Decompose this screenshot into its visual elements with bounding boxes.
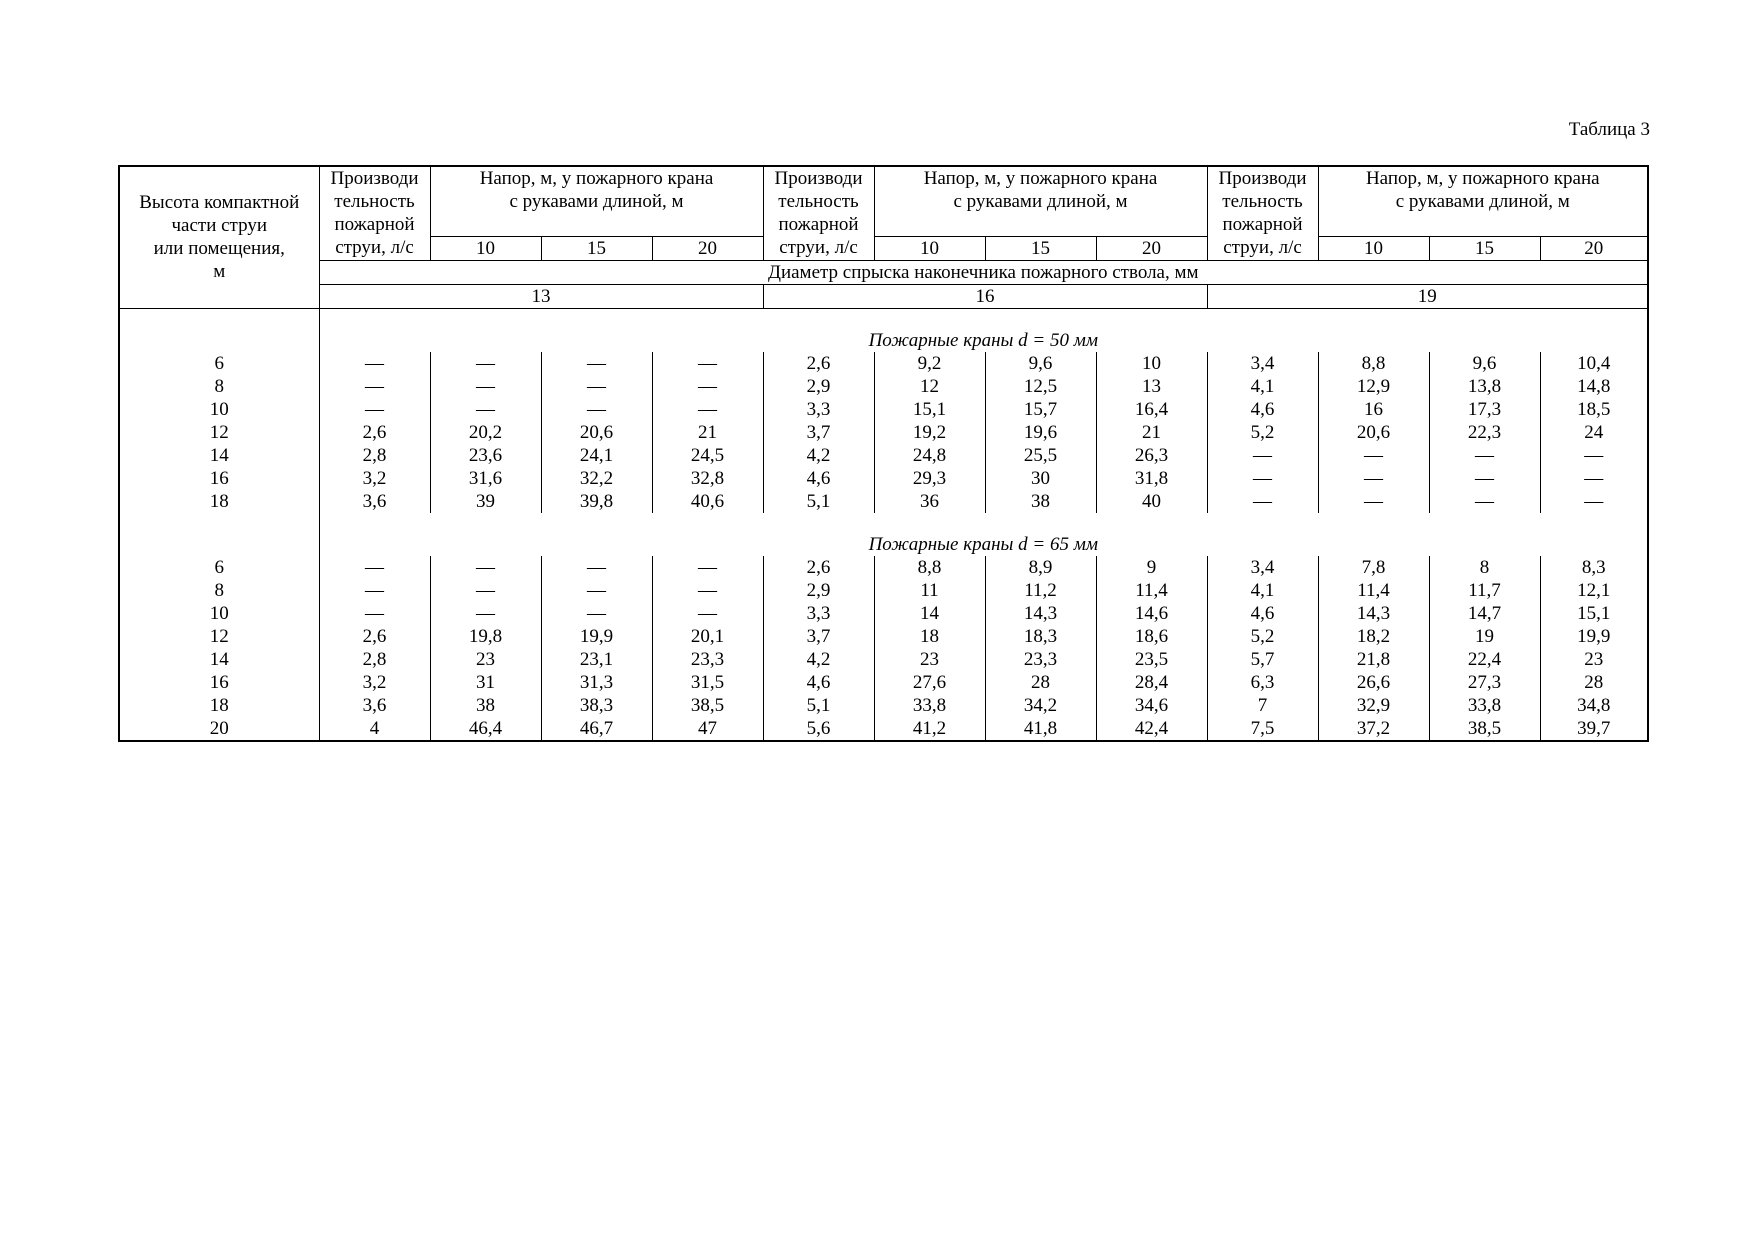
value-cell: 23 xyxy=(874,648,985,671)
value-cell: 6,3 xyxy=(1207,671,1318,694)
value-cell: 46,7 xyxy=(541,717,652,741)
value-cell: 21 xyxy=(1096,421,1207,444)
value-cell: 18 xyxy=(874,625,985,648)
value-cell: 38,5 xyxy=(1429,717,1540,741)
value-cell: 5,6 xyxy=(763,717,874,741)
value-cell: 14,3 xyxy=(1318,602,1429,625)
value-cell: 34,6 xyxy=(1096,694,1207,717)
value-cell: 38 xyxy=(430,694,541,717)
header-length: 20 xyxy=(1540,236,1648,260)
value-cell: 3,2 xyxy=(319,467,430,490)
value-cell: 31,6 xyxy=(430,467,541,490)
table-row xyxy=(119,398,1648,421)
height-cell: 10 xyxy=(119,398,319,421)
height-cell: 18 xyxy=(119,490,319,513)
value-cell: 23,3 xyxy=(985,648,1096,671)
value-cell: 39,8 xyxy=(541,490,652,513)
header-length: 20 xyxy=(1096,236,1207,260)
table-row xyxy=(119,490,1648,513)
value-cell: 40,6 xyxy=(652,490,763,513)
value-cell: 30 xyxy=(985,467,1096,490)
header-productivity-unit-19: струи, л/с xyxy=(1207,236,1318,260)
height-cell: 12 xyxy=(119,625,319,648)
value-cell: 19,2 xyxy=(874,421,985,444)
section-title: Пожарные краны d = 65 мм xyxy=(319,533,1648,556)
value-cell: 19,8 xyxy=(430,625,541,648)
value-cell: 18,3 xyxy=(985,625,1096,648)
value-cell: 12,9 xyxy=(1318,375,1429,398)
value-cell: 28 xyxy=(985,671,1096,694)
value-cell: 14,3 xyxy=(985,602,1096,625)
table-caption: Таблица 3 xyxy=(1568,119,1650,140)
value-cell: 3,3 xyxy=(763,602,874,625)
fire-hydrant-table xyxy=(118,165,1649,742)
value-cell: — xyxy=(1207,467,1318,490)
value-cell: 8,3 xyxy=(1540,556,1648,579)
header-length: 10 xyxy=(430,236,541,260)
value-cell: 16,4 xyxy=(1096,398,1207,421)
value-cell: 2,6 xyxy=(763,352,874,375)
value-cell: 8,8 xyxy=(874,556,985,579)
value-cell: — xyxy=(1540,490,1648,513)
value-cell: — xyxy=(1429,490,1540,513)
value-cell: 4,6 xyxy=(763,467,874,490)
value-cell: 26,3 xyxy=(1096,444,1207,467)
value-cell: — xyxy=(541,579,652,602)
value-cell: — xyxy=(1207,490,1318,513)
value-cell: — xyxy=(430,352,541,375)
value-cell: 4,6 xyxy=(1207,602,1318,625)
header-length: 15 xyxy=(1429,236,1540,260)
value-cell: 8,9 xyxy=(985,556,1096,579)
value-cell: — xyxy=(541,556,652,579)
value-cell: 14 xyxy=(874,602,985,625)
value-cell: 24,5 xyxy=(652,444,763,467)
table-row xyxy=(119,352,1648,375)
value-cell: 5,1 xyxy=(763,694,874,717)
value-cell: — xyxy=(430,375,541,398)
table-row xyxy=(119,375,1648,398)
header-diameter-title: Диаметр спрыска наконечника пожарного ствола, мм xyxy=(319,260,1648,284)
value-cell: 19,9 xyxy=(1540,625,1648,648)
value-cell: 4,6 xyxy=(763,671,874,694)
value-cell: 40 xyxy=(1096,490,1207,513)
value-cell: 14,6 xyxy=(1096,602,1207,625)
value-cell: 20,6 xyxy=(541,421,652,444)
header-diameter-16: 16 xyxy=(763,284,1207,308)
value-cell: 4,6 xyxy=(1207,398,1318,421)
value-cell: 22,4 xyxy=(1429,648,1540,671)
table-row xyxy=(119,602,1648,625)
value-cell: 19,9 xyxy=(541,625,652,648)
height-cell: 8 xyxy=(119,579,319,602)
height-cell: 14 xyxy=(119,444,319,467)
value-cell: 46,4 xyxy=(430,717,541,741)
value-cell: 11,7 xyxy=(1429,579,1540,602)
table-body xyxy=(119,308,1648,741)
height-cell: 16 xyxy=(119,467,319,490)
value-cell: — xyxy=(319,398,430,421)
value-cell: — xyxy=(1540,467,1648,490)
value-cell: 12 xyxy=(874,375,985,398)
header-productivity-unit-13: струи, л/с xyxy=(319,236,430,260)
value-cell: 9,6 xyxy=(1429,352,1540,375)
table-row xyxy=(119,625,1648,648)
value-cell: — xyxy=(1429,444,1540,467)
value-cell: 24,8 xyxy=(874,444,985,467)
value-cell: 8,8 xyxy=(1318,352,1429,375)
value-cell: 21,8 xyxy=(1318,648,1429,671)
value-cell: 23,5 xyxy=(1096,648,1207,671)
header-pressure-19: Напор, м, у пожарного крана с рукавами длиной, м xyxy=(1318,166,1648,236)
value-cell: 41,8 xyxy=(985,717,1096,741)
value-cell: 2,8 xyxy=(319,444,430,467)
table-row xyxy=(119,694,1648,717)
header-length: 15 xyxy=(985,236,1096,260)
gap-cell xyxy=(119,308,319,329)
value-cell: 9 xyxy=(1096,556,1207,579)
value-cell: 28 xyxy=(1540,671,1648,694)
value-cell: — xyxy=(541,602,652,625)
value-cell: 26,6 xyxy=(1318,671,1429,694)
value-cell: — xyxy=(1207,444,1318,467)
value-cell: 31,5 xyxy=(652,671,763,694)
value-cell: 14,7 xyxy=(1429,602,1540,625)
value-cell: 41,2 xyxy=(874,717,985,741)
value-cell: 3,6 xyxy=(319,694,430,717)
value-cell: 4,1 xyxy=(1207,579,1318,602)
value-cell: 32,9 xyxy=(1318,694,1429,717)
table-row xyxy=(119,648,1648,671)
value-cell: 27,3 xyxy=(1429,671,1540,694)
value-cell: 29,3 xyxy=(874,467,985,490)
value-cell: 4 xyxy=(319,717,430,741)
header-diameter-13: 13 xyxy=(319,284,763,308)
value-cell: 20,2 xyxy=(430,421,541,444)
value-cell: — xyxy=(652,375,763,398)
value-cell: 15,1 xyxy=(1540,602,1648,625)
header-length: 15 xyxy=(541,236,652,260)
value-cell: 3,4 xyxy=(1207,556,1318,579)
value-cell: — xyxy=(430,556,541,579)
value-cell: 7,8 xyxy=(1318,556,1429,579)
value-cell: 20,1 xyxy=(652,625,763,648)
value-cell: — xyxy=(652,556,763,579)
value-cell: 2,9 xyxy=(763,579,874,602)
value-cell: — xyxy=(319,556,430,579)
value-cell: 18,5 xyxy=(1540,398,1648,421)
header-height-column: Высота компактной части струи или помещения, м xyxy=(119,166,319,308)
value-cell: — xyxy=(1318,467,1429,490)
value-cell: 38,3 xyxy=(541,694,652,717)
gap-cell xyxy=(319,308,1648,329)
value-cell: — xyxy=(652,398,763,421)
value-cell: 39 xyxy=(430,490,541,513)
value-cell: 37,2 xyxy=(1318,717,1429,741)
value-cell: 2,9 xyxy=(763,375,874,398)
value-cell: 4,1 xyxy=(1207,375,1318,398)
value-cell: 32,8 xyxy=(652,467,763,490)
gap-cell xyxy=(319,513,1648,533)
header-length: 10 xyxy=(874,236,985,260)
table-row xyxy=(119,717,1648,741)
value-cell: 5,1 xyxy=(763,490,874,513)
value-cell: 34,8 xyxy=(1540,694,1648,717)
value-cell: — xyxy=(319,602,430,625)
value-cell: — xyxy=(652,352,763,375)
value-cell: — xyxy=(430,579,541,602)
value-cell: 19 xyxy=(1429,625,1540,648)
value-cell: 13,8 xyxy=(1429,375,1540,398)
value-cell: 2,8 xyxy=(319,648,430,671)
header-length: 20 xyxy=(652,236,763,260)
value-cell: 2,6 xyxy=(319,421,430,444)
value-cell: 19,6 xyxy=(985,421,1096,444)
value-cell: 15,7 xyxy=(985,398,1096,421)
value-cell: 23,6 xyxy=(430,444,541,467)
value-cell: 28,4 xyxy=(1096,671,1207,694)
value-cell: 3,4 xyxy=(1207,352,1318,375)
height-cell: 6 xyxy=(119,556,319,579)
value-cell: 31 xyxy=(430,671,541,694)
header-diameter-19: 19 xyxy=(1207,284,1648,308)
value-cell: 11,4 xyxy=(1096,579,1207,602)
value-cell: 4,2 xyxy=(763,444,874,467)
value-cell: 15,1 xyxy=(874,398,985,421)
value-cell: 27,6 xyxy=(874,671,985,694)
value-cell: 18,6 xyxy=(1096,625,1207,648)
height-cell: 20 xyxy=(119,717,319,741)
value-cell: 16 xyxy=(1318,398,1429,421)
value-cell: — xyxy=(1318,490,1429,513)
header-productivity-16: Производи тельность пожарной xyxy=(763,166,874,236)
value-cell: 39,7 xyxy=(1540,717,1648,741)
value-cell: 5,2 xyxy=(1207,625,1318,648)
height-cell: 16 xyxy=(119,671,319,694)
height-cell: 12 xyxy=(119,421,319,444)
value-cell: — xyxy=(1429,467,1540,490)
value-cell: 36 xyxy=(874,490,985,513)
header-productivity-19: Производи тельность пожарной xyxy=(1207,166,1318,236)
value-cell: 3,7 xyxy=(763,421,874,444)
value-cell: — xyxy=(541,375,652,398)
height-cell: 8 xyxy=(119,375,319,398)
value-cell: 24 xyxy=(1540,421,1648,444)
value-cell: — xyxy=(319,352,430,375)
height-cell: 6 xyxy=(119,352,319,375)
value-cell: 23,1 xyxy=(541,648,652,671)
value-cell: 14,8 xyxy=(1540,375,1648,398)
height-cell: 14 xyxy=(119,648,319,671)
value-cell: 11,4 xyxy=(1318,579,1429,602)
value-cell: — xyxy=(652,602,763,625)
value-cell: 25,5 xyxy=(985,444,1096,467)
value-cell: 11,2 xyxy=(985,579,1096,602)
value-cell: 22,3 xyxy=(1429,421,1540,444)
header-productivity-13: Производи тельность пожарной xyxy=(319,166,430,236)
value-cell: 33,8 xyxy=(1429,694,1540,717)
value-cell: 10 xyxy=(1096,352,1207,375)
value-cell: 3,7 xyxy=(763,625,874,648)
value-cell: 3,3 xyxy=(763,398,874,421)
value-cell: 23,3 xyxy=(652,648,763,671)
value-cell: — xyxy=(319,375,430,398)
value-cell: 33,8 xyxy=(874,694,985,717)
value-cell: 9,2 xyxy=(874,352,985,375)
value-cell: 38 xyxy=(985,490,1096,513)
value-cell: 12,5 xyxy=(985,375,1096,398)
height-cell: 18 xyxy=(119,694,319,717)
value-cell: 23 xyxy=(1540,648,1648,671)
value-cell: — xyxy=(541,398,652,421)
value-cell: 42,4 xyxy=(1096,717,1207,741)
header-pressure-13: Напор, м, у пожарного крана с рукавами длиной, м xyxy=(430,166,763,236)
value-cell: 11 xyxy=(874,579,985,602)
table-row xyxy=(119,556,1648,579)
value-cell: — xyxy=(319,579,430,602)
value-cell: 12,1 xyxy=(1540,579,1648,602)
value-cell: 23 xyxy=(430,648,541,671)
value-cell: 3,2 xyxy=(319,671,430,694)
table-row xyxy=(119,421,1648,444)
value-cell: 18,2 xyxy=(1318,625,1429,648)
value-cell: 8 xyxy=(1429,556,1540,579)
value-cell: 3,6 xyxy=(319,490,430,513)
value-cell: 5,7 xyxy=(1207,648,1318,671)
table-row xyxy=(119,467,1648,490)
header-productivity-unit-16: струи, л/с xyxy=(763,236,874,260)
value-cell: 10,4 xyxy=(1540,352,1648,375)
value-cell: 31,3 xyxy=(541,671,652,694)
value-cell: 20,6 xyxy=(1318,421,1429,444)
header-pressure-16: Напор, м, у пожарного крана с рукавами длиной, м xyxy=(874,166,1207,236)
value-cell: — xyxy=(430,602,541,625)
value-cell: 34,2 xyxy=(985,694,1096,717)
header-length: 10 xyxy=(1318,236,1429,260)
value-cell: 2,6 xyxy=(319,625,430,648)
table-row xyxy=(119,444,1648,467)
value-cell: 21 xyxy=(652,421,763,444)
value-cell: — xyxy=(652,579,763,602)
height-cell: 10 xyxy=(119,602,319,625)
table-row xyxy=(119,579,1648,602)
gap-cell xyxy=(119,513,319,533)
value-cell: 13 xyxy=(1096,375,1207,398)
table-row xyxy=(119,671,1648,694)
value-cell: 24,1 xyxy=(541,444,652,467)
section-title: Пожарные краны d = 50 мм xyxy=(319,329,1648,352)
value-cell: 7,5 xyxy=(1207,717,1318,741)
section-title-blank xyxy=(119,329,319,352)
value-cell: 4,2 xyxy=(763,648,874,671)
value-cell: — xyxy=(1540,444,1648,467)
value-cell: — xyxy=(430,398,541,421)
value-cell: 47 xyxy=(652,717,763,741)
value-cell: 31,8 xyxy=(1096,467,1207,490)
value-cell: 5,2 xyxy=(1207,421,1318,444)
value-cell: — xyxy=(541,352,652,375)
value-cell: 38,5 xyxy=(652,694,763,717)
value-cell: 9,6 xyxy=(985,352,1096,375)
value-cell: 2,6 xyxy=(763,556,874,579)
value-cell: 32,2 xyxy=(541,467,652,490)
value-cell: 7 xyxy=(1207,694,1318,717)
value-cell: 17,3 xyxy=(1429,398,1540,421)
value-cell: — xyxy=(1318,444,1429,467)
section-title-blank xyxy=(119,533,319,556)
